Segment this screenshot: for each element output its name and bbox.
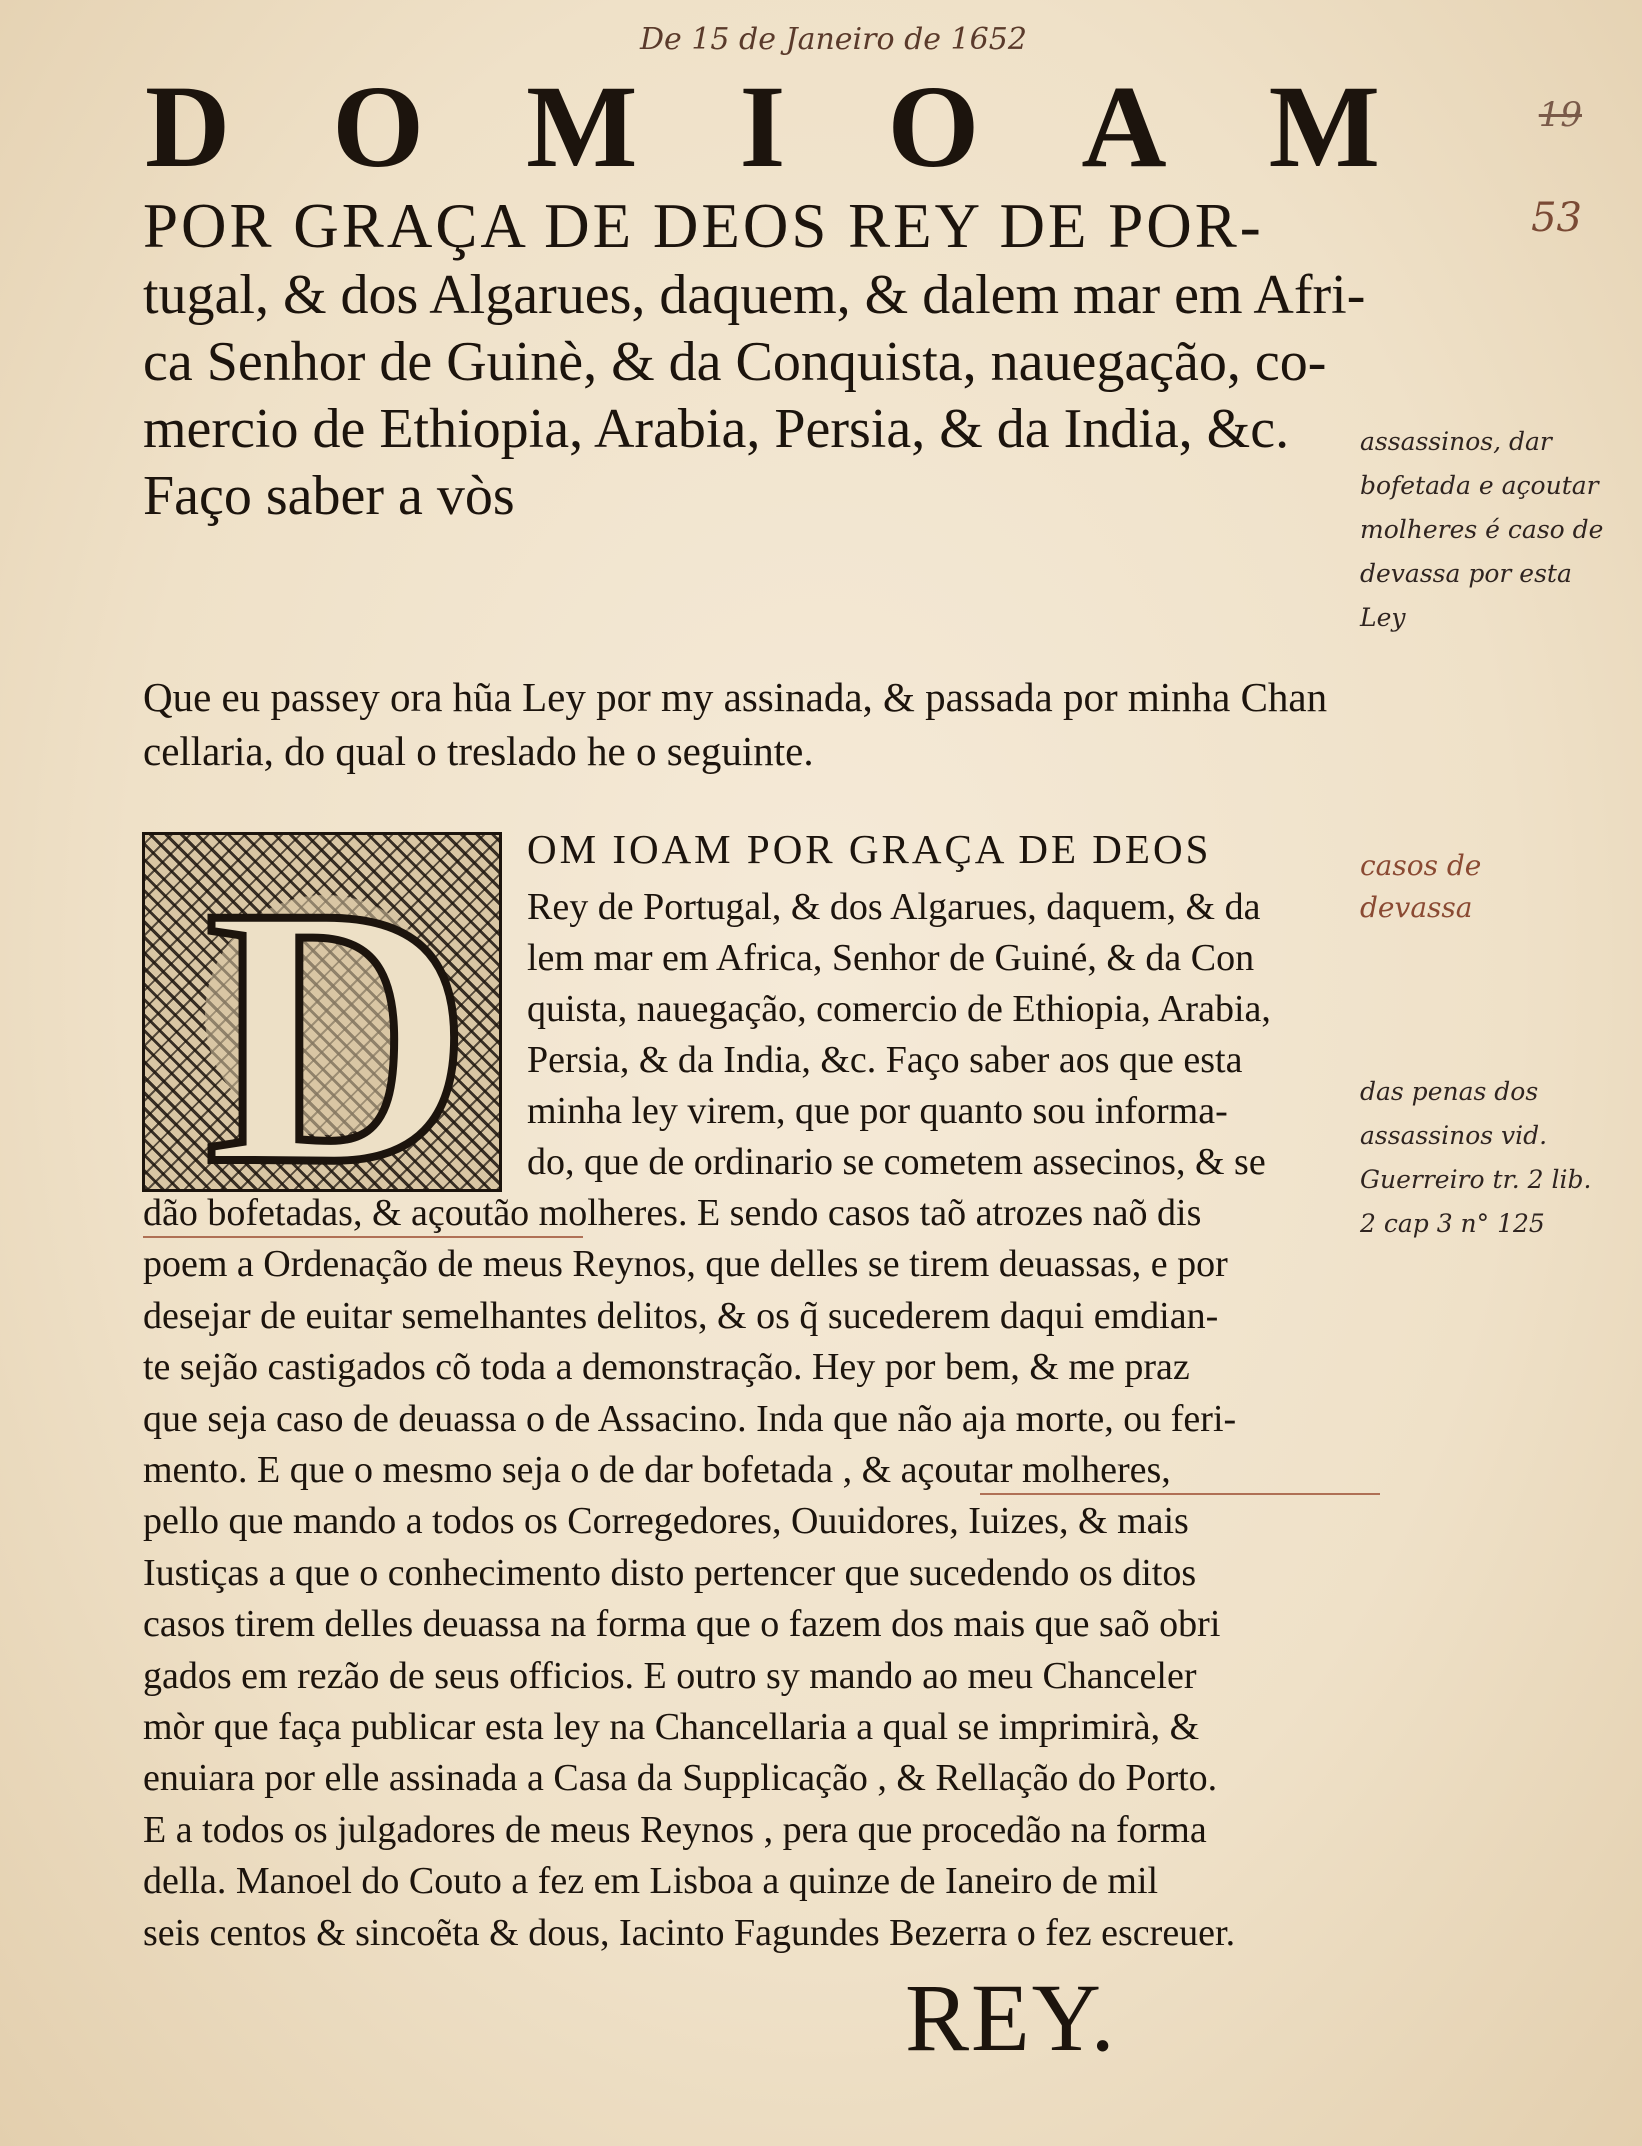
initial-letter: D [205,835,473,1195]
margin-note-line: assassinos vid. [1360,1121,1548,1150]
law-line: gados em rezão de seus officios. E outro sy mando ao meu Chanceler [143,1654,1197,1697]
law-opening-caps: OM IOAM POR GRAÇA DE DEOS [527,826,1212,872]
title-letter: M [526,61,638,192]
law-line: dão bofetadas, & açoutão molheres. E sendo casos taõ atrozes naõ dis [143,1192,1202,1234]
initial-ornament [145,835,502,1195]
margin-note-penas [1360,1070,1591,1246]
law-line: te sejão castigados cõ toda a demonstração. Hey por bem, & me praz [143,1346,1190,1389]
law-line: seis centos & sincoẽta & dous, Iacinto Fagundes Bezerra o fez escreuer. [143,1911,1236,1954]
margin-note-assassinos [1360,420,1603,640]
handwritten-date-note: De 15 de Janeiro de 1652 [640,22,1027,57]
margin-note-line: assassinos, dar [1360,427,1552,456]
title-letter: O [332,61,425,192]
margin-note-line: casos de [1360,849,1482,882]
law-text [143,1188,1388,1959]
preamble [143,670,1383,778]
royal-titles [143,190,1383,530]
title-letter: A [1081,61,1167,192]
heading-line: tugal, & dos Algarues, daquem, & dalem mar em Afri- [143,264,1366,326]
margin-note-line: Ley [1360,603,1406,632]
title-letter: O [887,61,980,192]
law-line: E a todos os julgadores de meus Reynos , pera que procedão na forma [143,1808,1207,1851]
margin-note-line: bofetada e açoutar [1360,471,1599,500]
margin-note-line: das penas dos [1360,1077,1539,1106]
law-line: desejar de euitar semelhantes delitos, & os q̃ sucederem daqui emdian- [143,1294,1219,1337]
law-line: mòr que faça publicar esta ley na Chancellaria a qual se imprimirà, & [143,1706,1200,1749]
margin-note-line: molheres é caso de [1360,515,1604,544]
ink-underline [980,1493,1380,1495]
title-letter: M [1268,61,1380,192]
law-text-indented [527,882,1387,1188]
margin-note-line: devassa [1360,891,1473,924]
title-letter: D [145,61,231,192]
preamble-line: Que eu passey ora hũa Ley por my assinada, & passada por minha Chan [143,674,1328,720]
law-line: Persia, & da India, &c. Faço saber aos que esta [527,1039,1243,1081]
heading-line: ca Senhor de Guinè, & da Conquista, nauegação, co- [143,331,1327,393]
heading-line: mercio de Ethiopia, Arabia, Persia, & da India, &c. [143,398,1290,460]
law-line: minha ley virem, que por quanto sou informa- [527,1090,1228,1132]
law-line: della. Manoel do Couto a fez em Lisboa a quinze de Ianeiro de mil [143,1860,1159,1903]
law-line: poem a Ordenação de meus Reynos, que delles se tirem deuassas, e por [143,1243,1228,1286]
folio-number: 53 [1531,195,1582,241]
royal-signature: REY. [905,1964,1117,2071]
title-letter: I [739,61,786,192]
decorated-initial [142,832,502,1195]
ink-underline [143,1236,583,1238]
margin-note-line: 2 cap 3 n° 125 [1360,1209,1545,1238]
law-line: enuiara por elle assinada a Casa da Supplicação , & Rellação do Porto. [143,1757,1218,1800]
heading-line: POR GRAÇA DE DEOS REY DE POR- [143,191,1264,261]
heading-line: Faço saber a vòs [143,465,515,527]
law-line: casos tirem delles deuassa na forma que o fazem dos mais que saõ obri [143,1603,1221,1646]
law-line: pello que mando a todos os Corregedores, Ouuidores, Iuizes, & mais [143,1500,1189,1543]
law-line: lem mar em Africa, Senhor de Guiné, & da Con [527,937,1255,979]
preamble-line: cellaria, do qual o treslado he o seguinte. [143,728,814,774]
margin-note-line: Guerreiro tr. 2 lib. [1360,1165,1592,1194]
law-line: Rey de Portugal, & dos Algarues, daquem, & da [527,886,1261,928]
law-line: quista, nauegação, comercio de Ethiopia, Arabia, [527,988,1271,1030]
law-line: mento. E que o mesmo seja o de dar bofetada , & açoutar molheres, [143,1449,1171,1492]
document-title [145,61,1380,192]
margin-note-line: devassa por esta [1360,559,1572,588]
law-line: que seja caso de deuassa o de Assacino. Inda que não aja morte, ou feri- [143,1397,1237,1440]
law-line: do, que de ordinario se cometem assecinos, & se [527,1141,1266,1183]
struck-folio-number: 19 [1538,95,1582,135]
law-line: Iustiças a que o conhecimento disto pertencer que sucedendo os ditos [143,1551,1197,1594]
